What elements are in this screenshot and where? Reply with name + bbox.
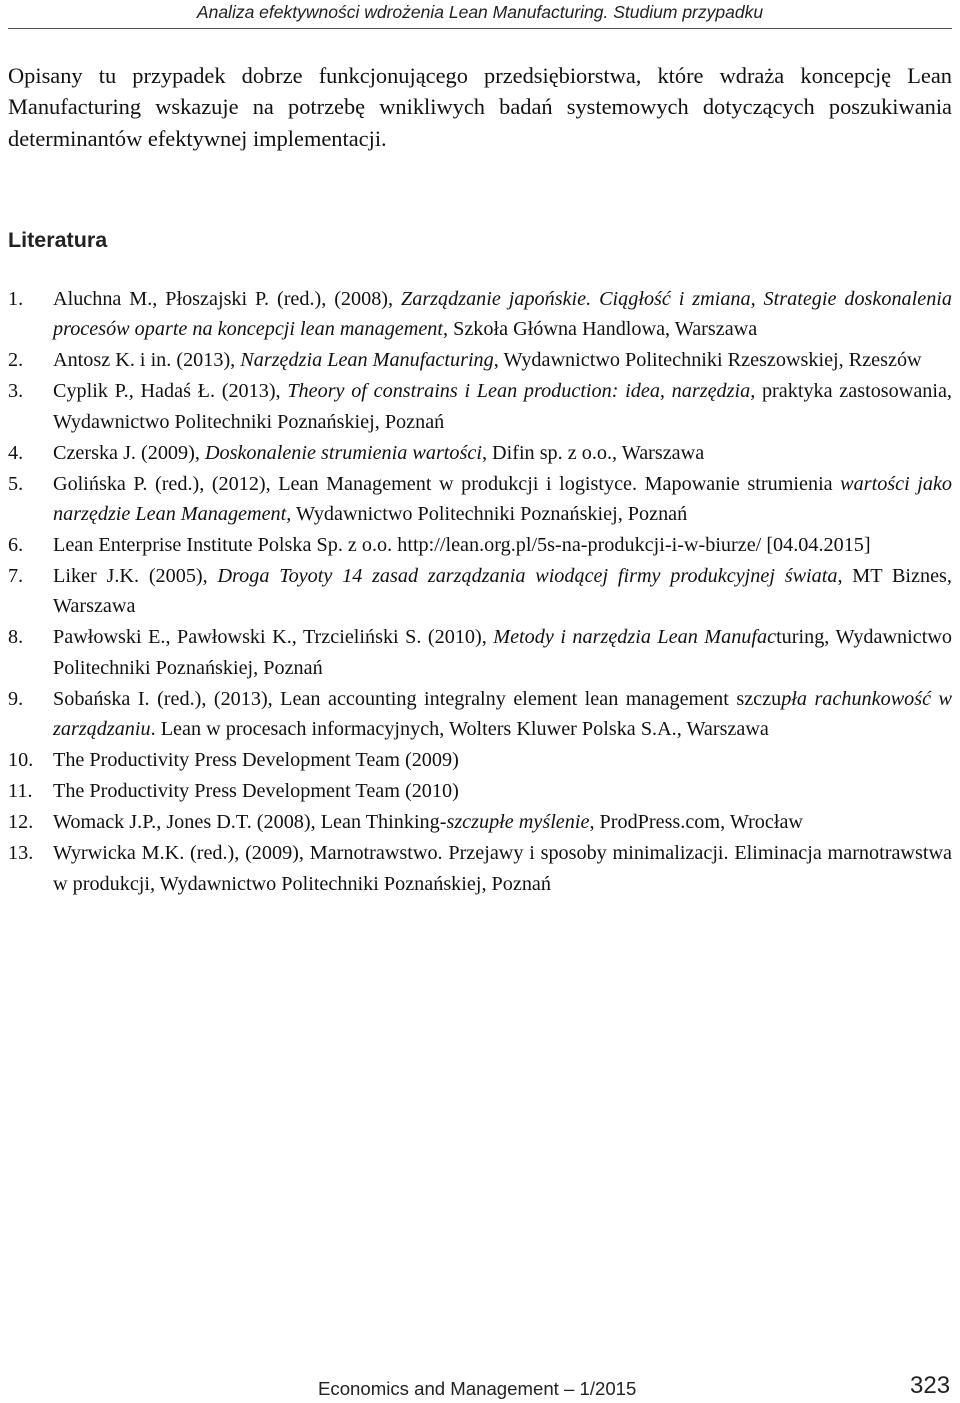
- body-paragraph: Opisany tu przypadek dobrze funkcjonującego przedsiębiorstwa, które wdraża koncepcję Lean Manufacturing wskazuje na potrzebę wnikliwych badań systemowych dotyczących poszukiwania determinantów efektywnej implementacji.: [8, 63, 952, 151]
- reference-italic-part: Narzędzia Lean Manufacturing: [240, 349, 494, 372]
- reference-text: [53, 811, 803, 833]
- reference-text: [53, 749, 459, 771]
- reference-text: [53, 688, 952, 740]
- reference-part: Pawłowski E., Pawłowski K., Trzcieliński S. (2010),: [53, 626, 494, 649]
- reference-item: [8, 684, 952, 744]
- reference-number: 4.: [8, 441, 24, 464]
- reference-part: . Lean w procesach informacyjnych, Wolters Kluwer Polska S.A., Warszawa: [150, 717, 769, 740]
- reference-part: Golińska P. (red.), (2012), Lean Management w produkcji i logistyce. Mapowanie strumienia: [53, 472, 841, 495]
- reference-part: The Productivity Press Development Team (2010): [53, 780, 459, 803]
- reference-italic-part: Theory of constrains i Lean production: idea, narzędzia,: [287, 380, 756, 403]
- reference-item: [8, 745, 952, 775]
- header-divider: [8, 28, 952, 29]
- reference-part: turing, Wydawnictwo Politechniki Poznańskiej, Poznań: [53, 626, 952, 679]
- reference-item: [8, 284, 952, 344]
- reference-part: Wyrwicka M.K. (red.), (2009), Marnotrawstwo. Przejawy i sposoby minimalizacji. Eliminacja marnotrawstwa w produkcji, Wydawnictwo Politechniki Poznańskiej, Poznań: [53, 842, 952, 895]
- reference-part: , Szkoła Główna Handlowa, Warszawa: [443, 318, 758, 341]
- reference-text: [53, 626, 952, 678]
- reference-item: [8, 622, 952, 682]
- literature-heading: Literatura: [8, 228, 108, 252]
- reference-part: , Wydawnictwo Politechniki Rzeszowskiej, Rzeszów: [493, 349, 922, 372]
- reference-item: [8, 530, 952, 560]
- reference-part: Womack J.P., Jones D.T. (2008), Lean Thinking-: [53, 811, 447, 834]
- reference-part: Antosz K. i in. (2013),: [53, 349, 241, 372]
- reference-item: [8, 376, 952, 436]
- reference-part: , ProdPress.com, Wrocław: [589, 811, 803, 834]
- reference-list: [8, 284, 952, 900]
- reference-text: [53, 349, 922, 371]
- reference-number: 5.: [8, 472, 24, 495]
- reference-part: The Productivity Press Development Team (2009): [53, 749, 459, 772]
- reference-part: Sobańska I. (red.), (2013), Lean accounting integralny element lean management szczu: [53, 687, 782, 710]
- reference-italic-part: szczupłe myślenie: [446, 811, 590, 834]
- reference-number: 11.: [8, 780, 33, 803]
- reference-number: 3.: [8, 380, 24, 403]
- reference-number: 7.: [8, 565, 24, 588]
- reference-number: 10.: [8, 749, 34, 772]
- reference-part: praktyka zastosowania, Wydawnictwo Politechniki Poznańskiej, Poznań: [53, 380, 952, 433]
- reference-item: [8, 561, 952, 621]
- reference-part: Cyplik P., Hadaś Ł. (2013),: [53, 380, 288, 403]
- reference-text: [53, 780, 459, 802]
- reference-part: , Difin sp. z o.o., Warszawa: [481, 441, 705, 464]
- reference-part: Aluchna M., Płoszajski P. (red.), (2008),: [53, 288, 401, 310]
- reference-number: 13.: [8, 842, 34, 865]
- reference-item: [8, 438, 952, 468]
- reference-part: Czerska J. (2009),: [53, 441, 205, 464]
- reference-item: [8, 838, 952, 898]
- reference-part: , MT Biznes, Warszawa: [53, 565, 952, 618]
- running-header: Analiza efektywności wdrożenia Lean Manufacturing. Studium przypadku: [196, 2, 764, 22]
- reference-text: [53, 534, 871, 556]
- reference-number: 6.: [8, 534, 24, 557]
- reference-text: [53, 442, 704, 464]
- page-number: 323: [910, 1372, 951, 1399]
- reference-italic-part: Metody i narzędzia Lean Manufac: [493, 626, 777, 649]
- reference-part: Liker J.K. (2005),: [53, 565, 218, 588]
- reference-number: 9.: [8, 687, 24, 710]
- reference-italic-part: Droga Toyoty 14 zasad zarządzania wiodącej firmy produkcyjnej świata: [217, 565, 838, 588]
- reference-item: [8, 776, 952, 806]
- reference-number: 12.: [8, 811, 34, 834]
- reference-italic-part: Zarządzanie japońskie. Ciągłość i zmiana, Strategie doskonalenia procesów oparte na koncepcji lean management: [53, 288, 953, 341]
- reference-item: [8, 469, 952, 529]
- footer-journal: Economics and Management – 1/2015: [318, 1378, 637, 1399]
- reference-number: 2.: [8, 349, 24, 372]
- reference-text: [53, 842, 952, 894]
- reference-number: 8.: [8, 626, 24, 649]
- reference-part: Lean Enterprise Institute Polska Sp. z o.o. http://lean.org.pl/5s-na-produkcji-i-w-biurze/ [04.04.2015]: [53, 534, 871, 557]
- reference-text: [53, 380, 952, 432]
- reference-italic-part: wartości jako narzędzie Lean Management: [53, 472, 952, 525]
- reference-item: [8, 807, 952, 837]
- reference-part: , Wydawnictwo Politechniki Poznańskiej, Poznań: [286, 502, 688, 525]
- reference-italic-part: Doskonalenie strumienia wartości: [204, 441, 482, 464]
- reference-text: [53, 288, 952, 340]
- reference-item: [8, 345, 952, 375]
- reference-text: [53, 473, 952, 525]
- reference-text: [53, 565, 952, 617]
- reference-number: 1.: [8, 288, 24, 310]
- reference-italic-part: pła rachunkowość w zarządzaniu: [53, 687, 952, 740]
